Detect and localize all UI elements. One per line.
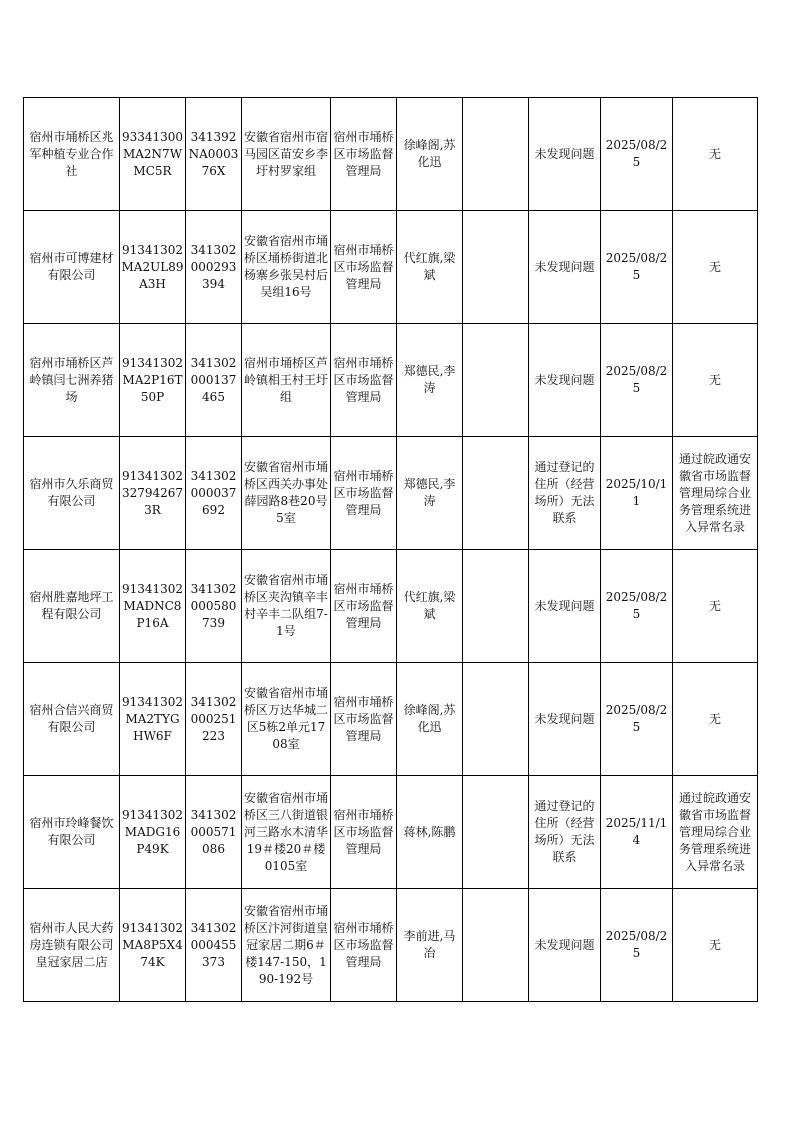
result-cell: 未发现问题 <box>529 550 601 663</box>
authority-cell: 宿州市埇桥区市场监督管理局 <box>331 663 397 776</box>
table-body <box>24 98 758 1002</box>
table-row <box>24 663 758 776</box>
blank-cell <box>463 889 529 1002</box>
company-name-cell: 宿州市可博建材有限公司 <box>24 211 120 324</box>
date-cell: 2025/08/25 <box>601 663 673 776</box>
address-cell: 安徽省宿州市埇桥区汴河街道皇冠家居二期6＃楼147-150，190-192号 <box>242 889 331 1002</box>
table-row <box>24 437 758 550</box>
date-cell: 2025/08/25 <box>601 889 673 1002</box>
date-cell: 2025/08/25 <box>601 211 673 324</box>
remark-cell: 无 <box>673 211 758 324</box>
address-cell: 安徽省宿州市埇桥区埇桥街道北杨寨乡张吴村后吴组16号 <box>242 211 331 324</box>
result-cell: 通过登记的住所（经营场所）无法联系 <box>529 437 601 550</box>
registration-number-cell: 341302000251223 <box>186 663 242 776</box>
credit-code-cell: 91341302MADG16P49K <box>120 776 186 889</box>
blank-cell <box>463 437 529 550</box>
remark-cell: 无 <box>673 98 758 211</box>
result-cell: 未发现问题 <box>529 98 601 211</box>
date-cell: 2025/08/25 <box>601 550 673 663</box>
result-cell: 未发现问题 <box>529 324 601 437</box>
authority-cell: 宿州市埇桥区市场监督管理局 <box>331 437 397 550</box>
address-cell: 安徽省宿州市埇桥区夹沟镇辛丰村辛丰二队组7-1号 <box>242 550 331 663</box>
registration-number-cell: 341302000580739 <box>186 550 242 663</box>
result-cell: 未发现问题 <box>529 889 601 1002</box>
blank-cell <box>463 663 529 776</box>
blank-cell <box>463 776 529 889</box>
credit-code-cell: 91341302MADNC8P16A <box>120 550 186 663</box>
registration-number-cell: 341302000293394 <box>186 211 242 324</box>
company-name-cell: 宿州合信兴商贸有限公司 <box>24 663 120 776</box>
blank-cell <box>463 550 529 663</box>
authority-cell: 宿州市埇桥区市场监督管理局 <box>331 550 397 663</box>
inspectors-cell: 代红旗,梁斌 <box>397 550 463 663</box>
company-name-cell: 宿州市久乐商贸有限公司 <box>24 437 120 550</box>
blank-cell <box>463 211 529 324</box>
table-row <box>24 889 758 1002</box>
company-name-cell: 宿州市埇桥区兆军种植专业合作社 <box>24 98 120 211</box>
address-cell: 安徽省宿州市埇桥区西关办事处薛园路8巷20号5室 <box>242 437 331 550</box>
company-name-cell: 宿州市玲峰餐饮有限公司 <box>24 776 120 889</box>
remark-cell: 无 <box>673 889 758 1002</box>
authority-cell: 宿州市埇桥区市场监督管理局 <box>331 324 397 437</box>
address-cell: 安徽省宿州市宿马园区苗安乡李圩村罗家组 <box>242 98 331 211</box>
credit-code-cell: 91341302MA8P5X474K <box>120 889 186 1002</box>
credit-code-cell: 91341302MA2UL89A3H <box>120 211 186 324</box>
inspectors-cell: 徐峰阁,苏化迅 <box>397 98 463 211</box>
remark-cell: 通过皖政通安徽省市场监督管理局综合业务管理系统进入异常名录 <box>673 437 758 550</box>
remark-cell: 无 <box>673 550 758 663</box>
company-name-cell: 宿州市埇桥区芦岭镇闫七洲养猪场 <box>24 324 120 437</box>
remark-cell: 无 <box>673 324 758 437</box>
registration-number-cell: 341302000037692 <box>186 437 242 550</box>
table-row <box>24 550 758 663</box>
date-cell: 2025/10/11 <box>601 437 673 550</box>
company-name-cell: 宿州胜嘉地坪工程有限公司 <box>24 550 120 663</box>
inspectors-cell: 徐峰阁,苏化迅 <box>397 663 463 776</box>
authority-cell: 宿州市埇桥区市场监督管理局 <box>331 98 397 211</box>
address-cell: 宿州市埇桥区芦岭镇相王村王圩组 <box>242 324 331 437</box>
date-cell: 2025/08/25 <box>601 98 673 211</box>
table-row <box>24 776 758 889</box>
remark-cell: 无 <box>673 663 758 776</box>
table-row <box>24 211 758 324</box>
blank-cell <box>463 324 529 437</box>
inspectors-cell: 郑德民,李涛 <box>397 324 463 437</box>
address-cell: 安徽省宿州市埇桥区三八街道银河三路水木清华19＃楼20＃楼0105室 <box>242 776 331 889</box>
inspectors-cell: 代红旗,梁斌 <box>397 211 463 324</box>
credit-code-cell: 9134130232794267 3R <box>120 437 186 550</box>
result-cell: 未发现问题 <box>529 663 601 776</box>
date-cell: 2025/11/14 <box>601 776 673 889</box>
date-cell: 2025/08/25 <box>601 324 673 437</box>
credit-code-cell: 93341300MA2N7WMC5R <box>120 98 186 211</box>
registration-number-cell: 341392NA000376X <box>186 98 242 211</box>
remark-cell: 通过皖政通安徽省市场监督管理局综合业务管理系统进入异常名录 <box>673 776 758 889</box>
registration-number-cell: 341302000137465 <box>186 324 242 437</box>
inspection-table <box>23 97 758 1002</box>
credit-code-cell: 91341302MA2TYGHW6F <box>120 663 186 776</box>
address-cell: 安徽省宿州市埇桥区万达华城二区5栋2单元1708室 <box>242 663 331 776</box>
credit-code-cell: 91341302MA2P16T50P <box>120 324 186 437</box>
registration-number-cell: 341302000455373 <box>186 889 242 1002</box>
table-row <box>24 324 758 437</box>
authority-cell: 宿州市埇桥区市场监督管理局 <box>331 889 397 1002</box>
result-cell: 通过登记的住所（经营场所）无法联系 <box>529 776 601 889</box>
authority-cell: 宿州市埇桥区市场监督管理局 <box>331 776 397 889</box>
company-name-cell: 宿州市人民大药房连锁有限公司皇冠家居二店 <box>24 889 120 1002</box>
inspectors-cell: 李前进,马冶 <box>397 889 463 1002</box>
registration-number-cell: 341302000571086 <box>186 776 242 889</box>
authority-cell: 宿州市埇桥区市场监督管理局 <box>331 211 397 324</box>
blank-cell <box>463 98 529 211</box>
inspectors-cell: 蒋林,陈鹏 <box>397 776 463 889</box>
inspectors-cell: 郑德民,李涛 <box>397 437 463 550</box>
result-cell: 未发现问题 <box>529 211 601 324</box>
table-row <box>24 98 758 211</box>
